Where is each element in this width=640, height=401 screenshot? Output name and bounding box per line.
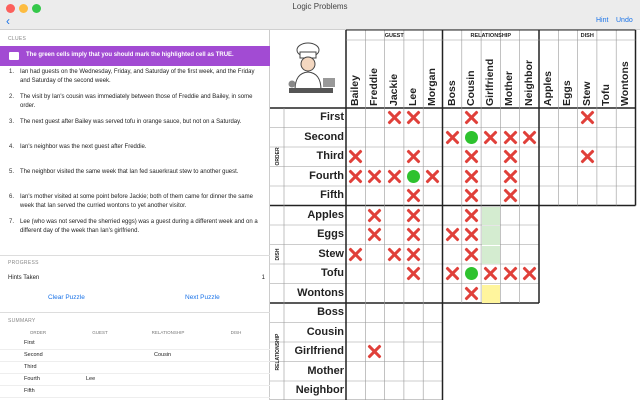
cross-mark-icon[interactable] bbox=[445, 266, 460, 281]
column-header: Stew bbox=[580, 81, 593, 106]
cross-mark-icon[interactable] bbox=[503, 130, 518, 145]
clue-number: 1. bbox=[9, 69, 15, 75]
cross-mark-icon[interactable] bbox=[464, 110, 479, 125]
clue-text: The neighbor visited the same week that Ian fed sauerkraut stew to another guest. bbox=[20, 169, 239, 175]
row-header: Boss bbox=[317, 306, 344, 318]
cross-mark-icon[interactable] bbox=[406, 266, 421, 281]
cross-mark-icon[interactable] bbox=[387, 110, 402, 125]
row-header: Stew bbox=[318, 247, 344, 260]
summary-cell: Lee bbox=[86, 376, 96, 382]
window-title: Logic Problems bbox=[292, 2, 348, 11]
row-header: Fourth bbox=[309, 169, 344, 182]
clear-puzzle-button[interactable]: Clear Puzzle bbox=[48, 294, 85, 301]
clue-text: The visit by Ian's cousin was immediately between those of Freddie and Bailey, in some order. bbox=[20, 94, 253, 109]
column-header: Eggs bbox=[561, 80, 574, 106]
clue-number: 3. bbox=[9, 119, 15, 125]
clue-text: The next guest after Bailey was served tofu in orange sauce, but not on a Saturday. bbox=[20, 119, 242, 125]
row-header: Apples bbox=[307, 208, 344, 221]
row-group-title: ORDER bbox=[275, 147, 281, 166]
cross-mark-icon[interactable] bbox=[406, 110, 421, 125]
clue-text: Ian's neighbor was the next guest after Freddie. bbox=[20, 144, 147, 150]
chef-illustration bbox=[281, 40, 341, 100]
row-header: Girlfriend bbox=[294, 345, 344, 357]
cross-mark-icon[interactable] bbox=[483, 130, 498, 145]
cross-mark-icon[interactable] bbox=[522, 130, 537, 145]
undo-button[interactable]: Undo bbox=[616, 17, 633, 24]
cross-mark-icon[interactable] bbox=[464, 188, 479, 203]
column-header: Wontons bbox=[619, 61, 632, 106]
hints-taken-value: 1 bbox=[261, 275, 265, 281]
column-header: Morgan bbox=[426, 68, 439, 106]
row-header: Tofu bbox=[320, 267, 344, 279]
cross-mark-icon[interactable] bbox=[464, 208, 479, 223]
row-group-title: RELATIONSHIP bbox=[275, 333, 281, 371]
cross-mark-icon[interactable] bbox=[503, 266, 518, 281]
progress-header: PROGRESS bbox=[8, 260, 39, 266]
cross-mark-icon[interactable] bbox=[406, 227, 421, 242]
cross-mark-icon[interactable] bbox=[464, 286, 479, 301]
clue-number: 2. bbox=[9, 94, 15, 100]
cross-mark-icon[interactable] bbox=[580, 149, 595, 164]
row-header: Second bbox=[304, 130, 344, 143]
column-header: Tofu bbox=[599, 84, 612, 106]
cross-mark-icon[interactable] bbox=[367, 227, 382, 242]
summary-column-header: DISH bbox=[230, 330, 242, 335]
summary-column-header: RELATIONSHIP bbox=[151, 330, 185, 335]
cross-mark-icon[interactable] bbox=[483, 266, 498, 281]
summary-column-header: GUEST bbox=[92, 330, 108, 335]
row-header: First bbox=[320, 111, 344, 123]
back-chevron-icon[interactable]: ‹ bbox=[6, 14, 10, 28]
hints-taken-label: Hints Taken bbox=[8, 275, 40, 281]
column-header: Bailey bbox=[349, 75, 361, 106]
summary-cell: Fifth bbox=[24, 388, 35, 394]
column-group-title: RELATIONSHIP bbox=[470, 33, 512, 39]
cross-mark-icon[interactable] bbox=[445, 130, 460, 145]
true-dot-icon[interactable] bbox=[407, 170, 420, 183]
hint-green-cell[interactable] bbox=[482, 246, 500, 265]
cross-mark-icon[interactable] bbox=[503, 149, 518, 164]
hint-button[interactable]: Hint bbox=[596, 17, 609, 24]
row-header: Mother bbox=[307, 364, 344, 377]
clue-number: 5. bbox=[9, 169, 15, 175]
cross-mark-icon[interactable] bbox=[367, 344, 382, 359]
column-header: Neighbor bbox=[522, 59, 535, 106]
summary-cell: Fourth bbox=[24, 376, 40, 382]
cross-mark-icon[interactable] bbox=[580, 110, 595, 125]
column-group-title: DISH bbox=[580, 33, 594, 39]
column-header: Cousin bbox=[464, 70, 477, 106]
hint-message: The green cells imply that you should mark the highlighted cell as TRUE. bbox=[26, 52, 234, 58]
cross-mark-icon[interactable] bbox=[406, 149, 421, 164]
cross-mark-icon[interactable] bbox=[464, 149, 479, 164]
row-header: Third bbox=[316, 150, 344, 162]
cross-mark-icon[interactable] bbox=[367, 169, 382, 184]
column-group-title: GUEST bbox=[384, 33, 404, 39]
cross-mark-icon[interactable] bbox=[522, 266, 537, 281]
summary-cell: Cousin bbox=[154, 352, 172, 358]
clue-number: 7. bbox=[9, 219, 15, 225]
column-header: Girlfriend bbox=[484, 58, 497, 106]
true-dot-icon[interactable] bbox=[465, 131, 478, 144]
summary-cell: Third bbox=[24, 364, 37, 370]
clue-text: Ian had guests on the Wednesday, Friday, and Saturday of the first week, and the Friday and Saturday of the second week. bbox=[20, 69, 255, 84]
row-header: Eggs bbox=[317, 228, 344, 240]
cross-mark-icon[interactable] bbox=[445, 227, 460, 242]
cross-mark-icon[interactable] bbox=[367, 208, 382, 223]
cross-mark-icon[interactable] bbox=[425, 169, 440, 184]
cross-mark-icon[interactable] bbox=[464, 247, 479, 262]
highlighted-target-cell[interactable] bbox=[482, 285, 500, 304]
cross-mark-icon[interactable] bbox=[464, 169, 479, 184]
column-header: Apples bbox=[542, 70, 554, 106]
cross-mark-icon[interactable] bbox=[464, 227, 479, 242]
cross-mark-icon[interactable] bbox=[348, 247, 363, 262]
summary-cell: First bbox=[24, 340, 35, 346]
clue-number: 6. bbox=[9, 194, 15, 200]
clue-text: Ian's mother visited at some point before Jackie; both of them came for dinner the same week that Ian served the curried wontons to yet another visitor. bbox=[20, 194, 253, 209]
column-header: Freddie bbox=[368, 68, 381, 106]
row-group-title: DISH bbox=[275, 248, 281, 261]
hint-green-cell[interactable] bbox=[482, 226, 500, 245]
summary-column-header: ORDER bbox=[29, 330, 47, 335]
cross-mark-icon[interactable] bbox=[406, 188, 421, 203]
cross-mark-icon[interactable] bbox=[503, 188, 518, 203]
cross-mark-icon[interactable] bbox=[348, 149, 363, 164]
cross-mark-icon[interactable] bbox=[406, 208, 421, 223]
summary-header: SUMMARY bbox=[8, 318, 36, 324]
row-header: Cousin bbox=[306, 325, 344, 338]
cross-mark-icon[interactable] bbox=[503, 169, 518, 184]
row-header: Wontons bbox=[297, 286, 344, 299]
clues-header: CLUES bbox=[8, 36, 27, 42]
hint-green-cell[interactable] bbox=[482, 207, 500, 226]
clue-number: 4. bbox=[9, 144, 15, 150]
cross-mark-icon[interactable] bbox=[387, 247, 402, 262]
next-puzzle-button[interactable]: Next Puzzle bbox=[185, 294, 220, 301]
column-header: Mother bbox=[503, 71, 516, 106]
column-header: Jackie bbox=[387, 73, 400, 106]
cross-mark-icon[interactable] bbox=[406, 247, 421, 262]
column-header: Lee bbox=[406, 87, 419, 106]
column-header: Boss bbox=[445, 80, 458, 106]
cross-mark-icon[interactable] bbox=[387, 169, 402, 184]
row-header: Neighbor bbox=[295, 384, 344, 396]
cross-mark-icon[interactable] bbox=[348, 169, 363, 184]
row-header: Fifth bbox=[320, 189, 344, 201]
clue-text: Lee (who was not served the sherried eggs) was a guest during a different week and on a different day of the week than Ian's girlfriend. bbox=[20, 219, 258, 234]
summary-cell: Second bbox=[24, 352, 43, 358]
